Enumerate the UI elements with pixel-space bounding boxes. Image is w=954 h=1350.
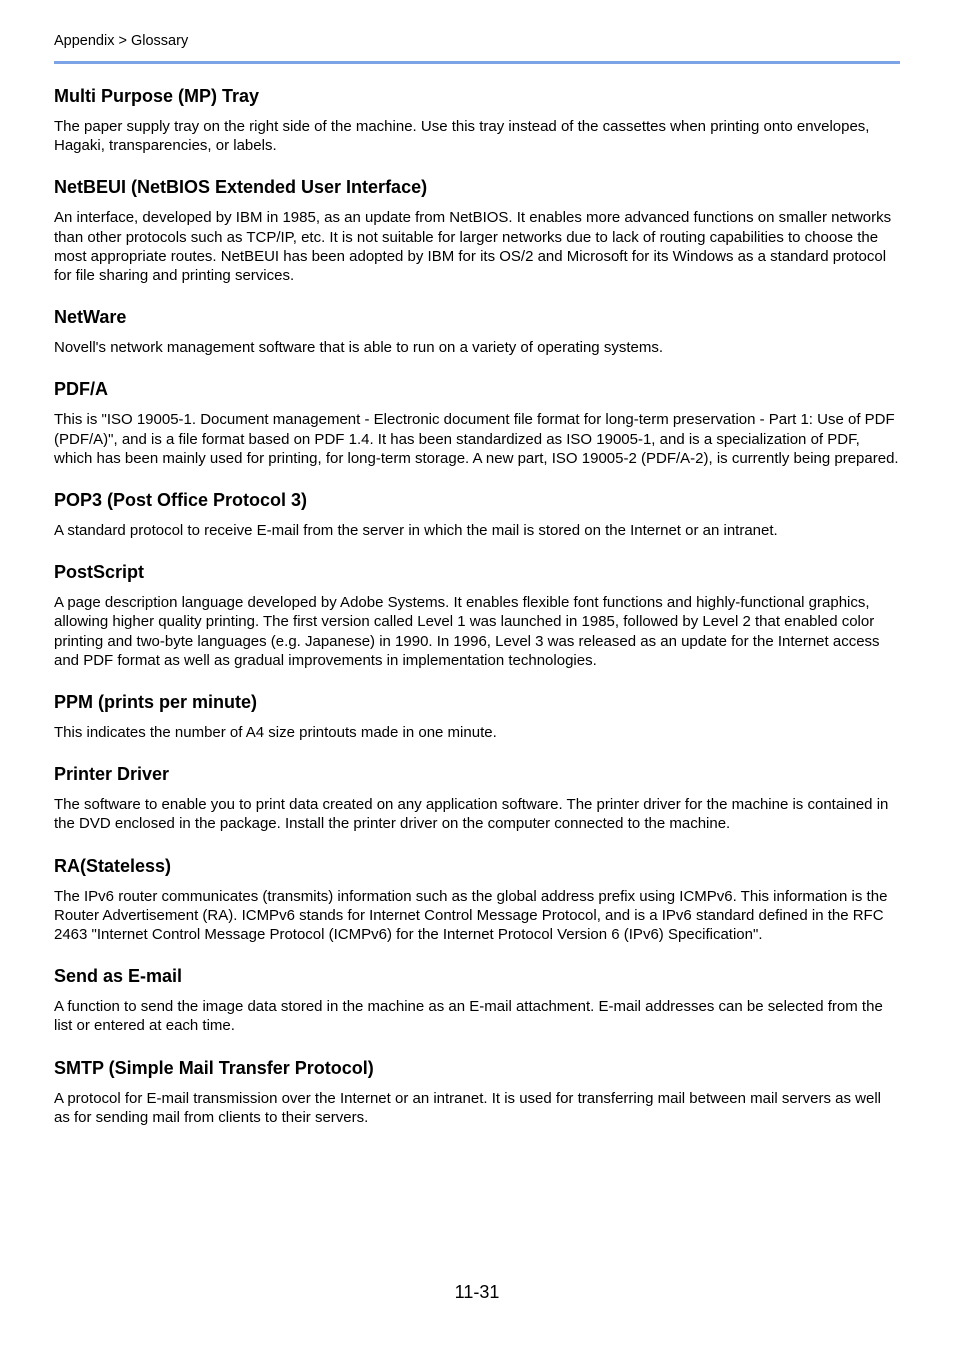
glossary-term: POP3 (Post Office Protocol 3)	[54, 490, 308, 511]
glossary-term: PPM (prints per minute)	[54, 692, 258, 713]
glossary-entry	[54, 306, 900, 357]
glossary-term: Multi Purpose (MP) Tray	[54, 86, 260, 106]
glossary-definition: Novell's network management software that is able to run on a variety of operating systems.	[54, 339, 663, 357]
glossary-definition: This indicates the number of A4 size printouts made in one minute.	[54, 724, 497, 742]
glossary-definition: The paper supply tray on the right side of the machine. Use this tray instead of the cassettes when printing onto envelopes, Hagaki, transparencies, or labels.	[54, 118, 870, 155]
glossary-definition: A standard protocol to receive E-mail from the server in which the mail is stored on the Internet or an intranet.	[54, 522, 778, 540]
glossary-term: Send as E-mail	[54, 966, 183, 987]
glossary-term: SMTP (Simple Mail Transfer Protocol)	[54, 1057, 374, 1078]
page-number: 11-31	[454, 1282, 500, 1302]
glossary-definition: This is "ISO 19005-1. Document management - Electronic document file format for long-term preservation - Part 1: Use of PDF (PDF/A)", and is a file format based on PDF 1.4. It has been standardized as ISO 19005-1, and is a specialization of PDF, which has been mainly used for printing, for long-term storage. A new part, ISO 19005-2 (PDF/A-2), is currently being prepared.	[54, 411, 899, 467]
glossary-entry	[54, 965, 900, 1035]
header-divider	[54, 61, 900, 64]
breadcrumb[interactable]: Appendix > Glossary	[54, 33, 189, 49]
glossary-term: RA(Stateless)	[54, 855, 172, 876]
glossary-content	[54, 85, 900, 1148]
glossary-term: PDF/A	[54, 379, 108, 400]
glossary-entry	[54, 691, 900, 742]
glossary-entry	[54, 489, 900, 540]
glossary-definition: The software to enable you to print data created on any application software. The printer driver for the machine is contained in the DVD enclosed in the package. Install the printer driver on the computer connected to the machine.	[54, 796, 889, 833]
glossary-entry	[54, 378, 900, 468]
glossary-entry	[54, 1057, 900, 1127]
glossary-term: Printer Driver	[54, 764, 170, 785]
glossary-entry	[54, 561, 900, 670]
glossary-term: NetBEUI (NetBIOS Extended User Interface)	[54, 177, 428, 198]
glossary-definition: A function to send the image data stored in the machine as an E-mail attachment. E-mail addresses can be selected from the list or entered at each time.	[54, 998, 883, 1035]
glossary-definition: The IPv6 router communicates (transmits) information such as the global address prefix using ICMPv6. This information is the Router Advertisement (RA). ICMPv6 stands for Internet Control Message Protocol, and is a IPv6 standard defined in the RFC 2463 "Internet Control Message Protocol (ICMPv6) for the Internet Protocol Version 6 (IPv6) Specification".	[54, 887, 888, 944]
glossary-definition: A page description language developed by Adobe Systems. It enables flexible font functions and highly-functional graphics, allowing higher quality printing. The first version called Level 1 was launched in 1985, followed by Level 2 that enabled color printing and two-byte languages (e.g. Japanese) in 1990. In 1996, Level 3 was released as an update for the Internet access and PDF format as well as gradual improvements in implementation technologies.	[54, 594, 880, 669]
glossary-entry	[54, 176, 900, 285]
glossary-definition: An interface, developed by IBM in 1985, as an update from NetBIOS. It enables more advanced functions on smaller networks than other protocols such as TCP/IP, etc. It is not suitable for larger networks due to lack of routing capabilities to choose the most appropriate routes. NetBEUI has been adopted by IBM for its OS/2 and Microsoft for its Windows as a standard protocol for file sharing and printing services.	[54, 209, 892, 285]
glossary-term: PostScript	[54, 562, 145, 583]
glossary-term: NetWare	[54, 307, 127, 328]
glossary-definition: A protocol for E-mail transmission over the Internet or an intranet. It is used for transferring mail between mail servers as well as for sending mail from clients to their servers.	[54, 1089, 882, 1126]
glossary-entry	[54, 763, 900, 833]
glossary-entry	[54, 855, 900, 945]
glossary-entry	[54, 85, 900, 155]
